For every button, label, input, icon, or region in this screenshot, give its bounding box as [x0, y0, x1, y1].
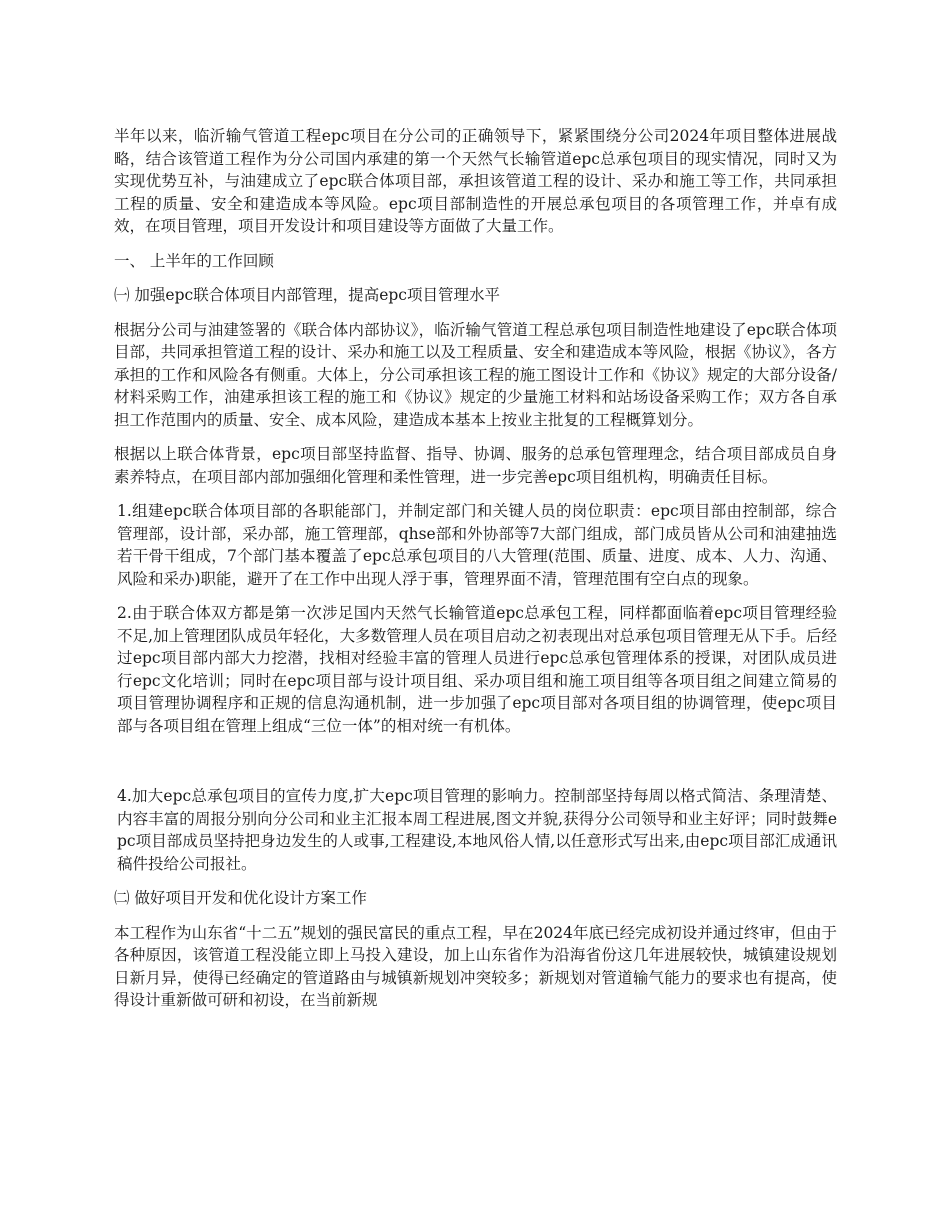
agreement-paragraph: 根据分公司与油建签署的《联合体内部协议》，临沂输气管道工程总承包项目制造性地建设了epc联合体项目部，共同承担管道工程的设计、采办和施工以及工程质量、安全和建造成本等风险，根据《协议》，各方承担的工作和风险各有侧重。大体上，分公司承担该工程的施工图设计工作和《协议》规定的大部分设备/材料采购工作，油建承担该工程的施工和《协议》规定的少量施工材料和站场设备采购工作；双方各自承担工作范围内的质量、安全、成本风险，建造成本基本上按业主批复的工程概算划分。	[114, 320, 837, 429]
subsection-heading-design: ㈡ 做好项目开发和优化设计方案工作	[114, 889, 367, 907]
list-item-4: 4.加大epc总承包项目的宣传力度,扩大epc项目管理的影响力。控制部坚持每周以格式简洁、条理清楚、内容丰富的周报分别向分公司和业主汇报本周工程进展,图文并貌,获得分公司领导和业主好评；同时鼓舞epc项目部成员坚持把身边发生的人或事,工程建设,本地风俗人情,以任意形式写出来,由epc项目部汇成通讯稿件投给公司报社。	[117, 787, 837, 873]
list-item-1: 1.组建epc联合体项目部的各职能部门，并制定部门和关键人员的岗位职责：epc项目部由控制部，综合管理部，设计部，采办部，施工管理部，qhse部和外协部等7大部门组成，部门成员皆从公司和油建抽选若干骨干组成，7个部门基本覆盖了epc总承包项目的八大管理(范围、质量、进度、成本、人力、沟通、风险和采办)职能，避开了在工作中出现人浮于事，管理界面不清，管理范围有空白点的现象。	[117, 502, 837, 588]
blank-gap	[114, 749, 837, 785]
shandong-paragraph: 本工程作为山东省“十二五”规划的强民富民的重点工程，早在2024年底已经完成初设并通过终审，但由于各种原因，该管道工程没能立即上马投入建设，加上山东省作为沿海省份这几年进展较快，城镇建设规划日新月异，使得已经确定的管道路由与城镇新规划冲突较多；新规划对管道输气能力的要求也有提高，使得设计重新做可研和初设，在当前新规	[114, 923, 837, 1009]
background-paragraph: 根据以上联合体背景，epc项目部坚持监督、指导、协调、服务的总承包管理理念，结合项目部成员自身素养特点，在项目部内部加强细化管理和柔性管理，进一步完善epc项目组机构，明确责任目标。	[114, 445, 837, 486]
intro-paragraph: 半年以来，临沂输气管道工程epc项目在分公司的正确领导下，紧紧围绕分公司2024年项目整体进展战略，结合该管道工程作为分公司国内承建的第一个天然气长输管道epc总承包项目的现实情况，同时又为实现优势互补，与油建成立了epc联合体项目部，承担该管道工程的设计、采办和施工等工作，共同承担工程的质量、安全和建造成本等风险。epc项目部制造性的开展总承包项目的各项管理工作，并卓有成效，在项目管理，项目开发设计和项目建设等方面做了大量工作。	[114, 127, 837, 235]
subsection-heading-management: ㈠ 加强epc联合体项目内部管理，提高epc项目管理水平	[114, 286, 500, 304]
section-heading-review: 一、 上半年的工作回顾	[114, 251, 274, 270]
list-item-2: 2.由于联合体双方都是第一次涉足国内天然气长输管道epc总承包工程，同样都面临着epc项目管理经验不足,加上管理团队成员年轻化，大多数管理人员在项目启动之初表现出对总承包项目管理无从下手。后经过epc项目部内部大力挖潜，找相对经验丰富的管理人员进行epc总承包管理体系的授课，对团队成员进行epc文化培训；同时在epc项目部与设计项目组、采办项目组和施工项目组等各项目组之间建立简易的项目管理协调程序和正规的信息沟通机制，进一步加强了epc项目部对各项目组的协调管理，使epc项目部与各项目组在管理上组成“三位一体”的相对统一有机体。	[117, 604, 837, 735]
